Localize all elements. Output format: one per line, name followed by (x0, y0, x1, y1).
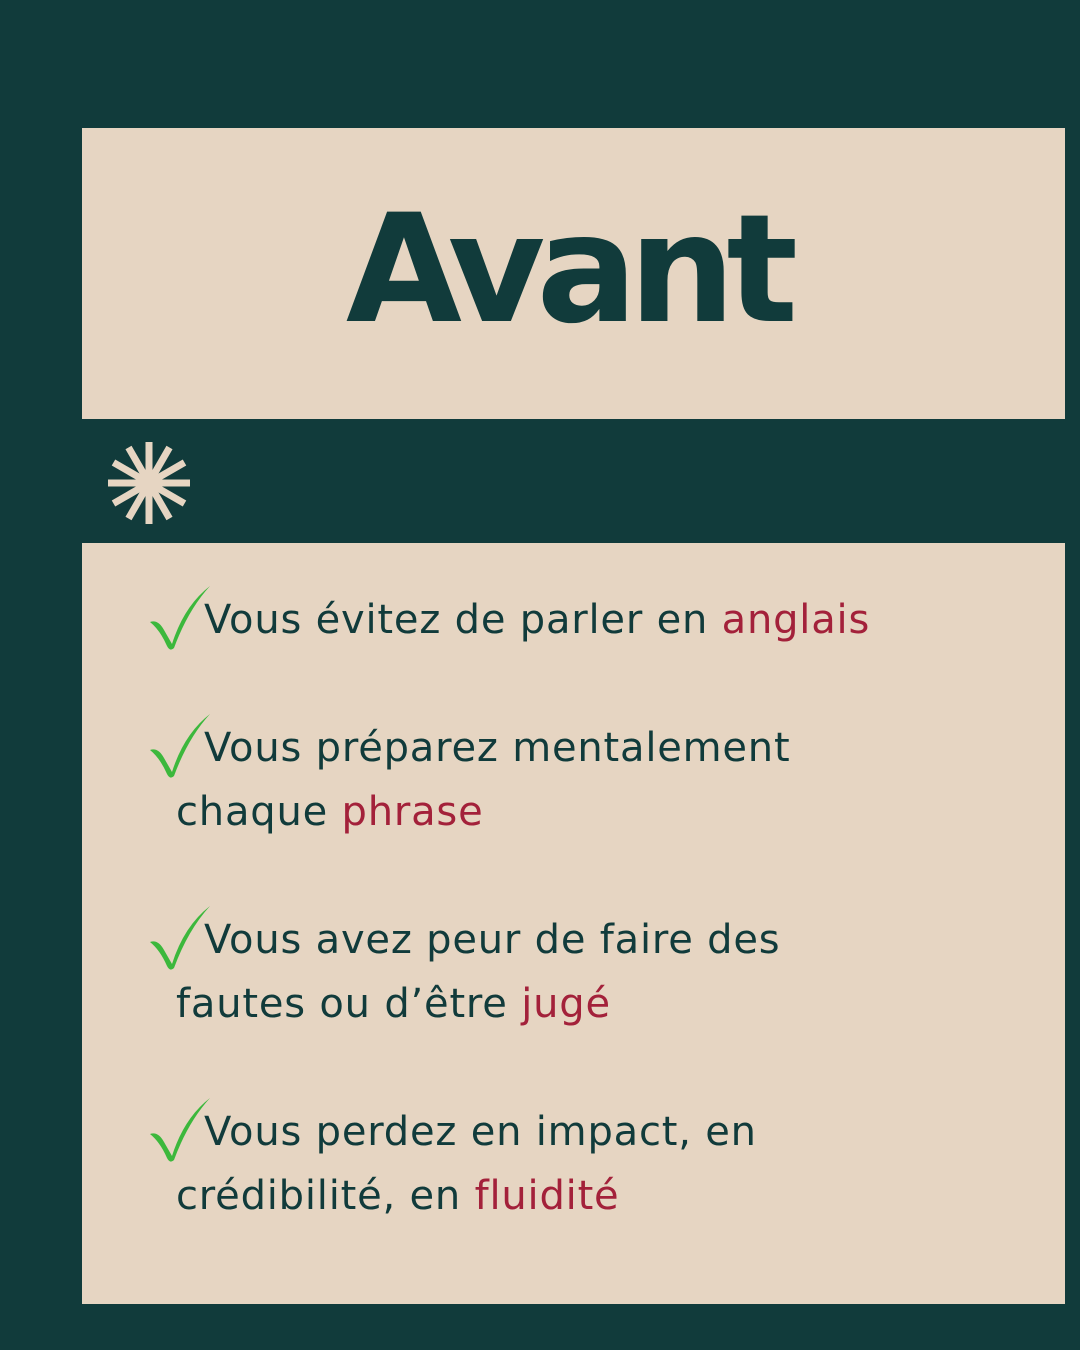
list-item (148, 908, 780, 1036)
page-title: Avant (345, 182, 790, 357)
item-text: chaque (176, 789, 342, 835)
list-item (148, 716, 790, 844)
list-card (82, 543, 1065, 1304)
checkmark-icon (148, 1098, 214, 1164)
item-text: Vous évitez de parler en (204, 597, 722, 643)
list-item (148, 1100, 757, 1228)
item-accent: phrase (341, 789, 484, 835)
item-text: Vous préparez mentalement (204, 725, 791, 771)
item-accent: jugé (521, 981, 611, 1027)
checkmark-icon (148, 586, 214, 652)
list-item (148, 588, 870, 652)
item-text: crédibilité, en (176, 1173, 475, 1219)
item-text: Vous avez peur de faire des (204, 917, 781, 963)
asterisk-star-icon (106, 440, 192, 526)
item-text: fautes ou d’être (176, 981, 522, 1027)
item-accent: anglais (721, 597, 871, 643)
checkmark-icon (148, 714, 214, 780)
item-accent: fluidité (474, 1173, 620, 1219)
title-card (82, 128, 1065, 419)
item-text: Vous perdez en impact, en (204, 1109, 757, 1155)
checkmark-icon (148, 906, 214, 972)
